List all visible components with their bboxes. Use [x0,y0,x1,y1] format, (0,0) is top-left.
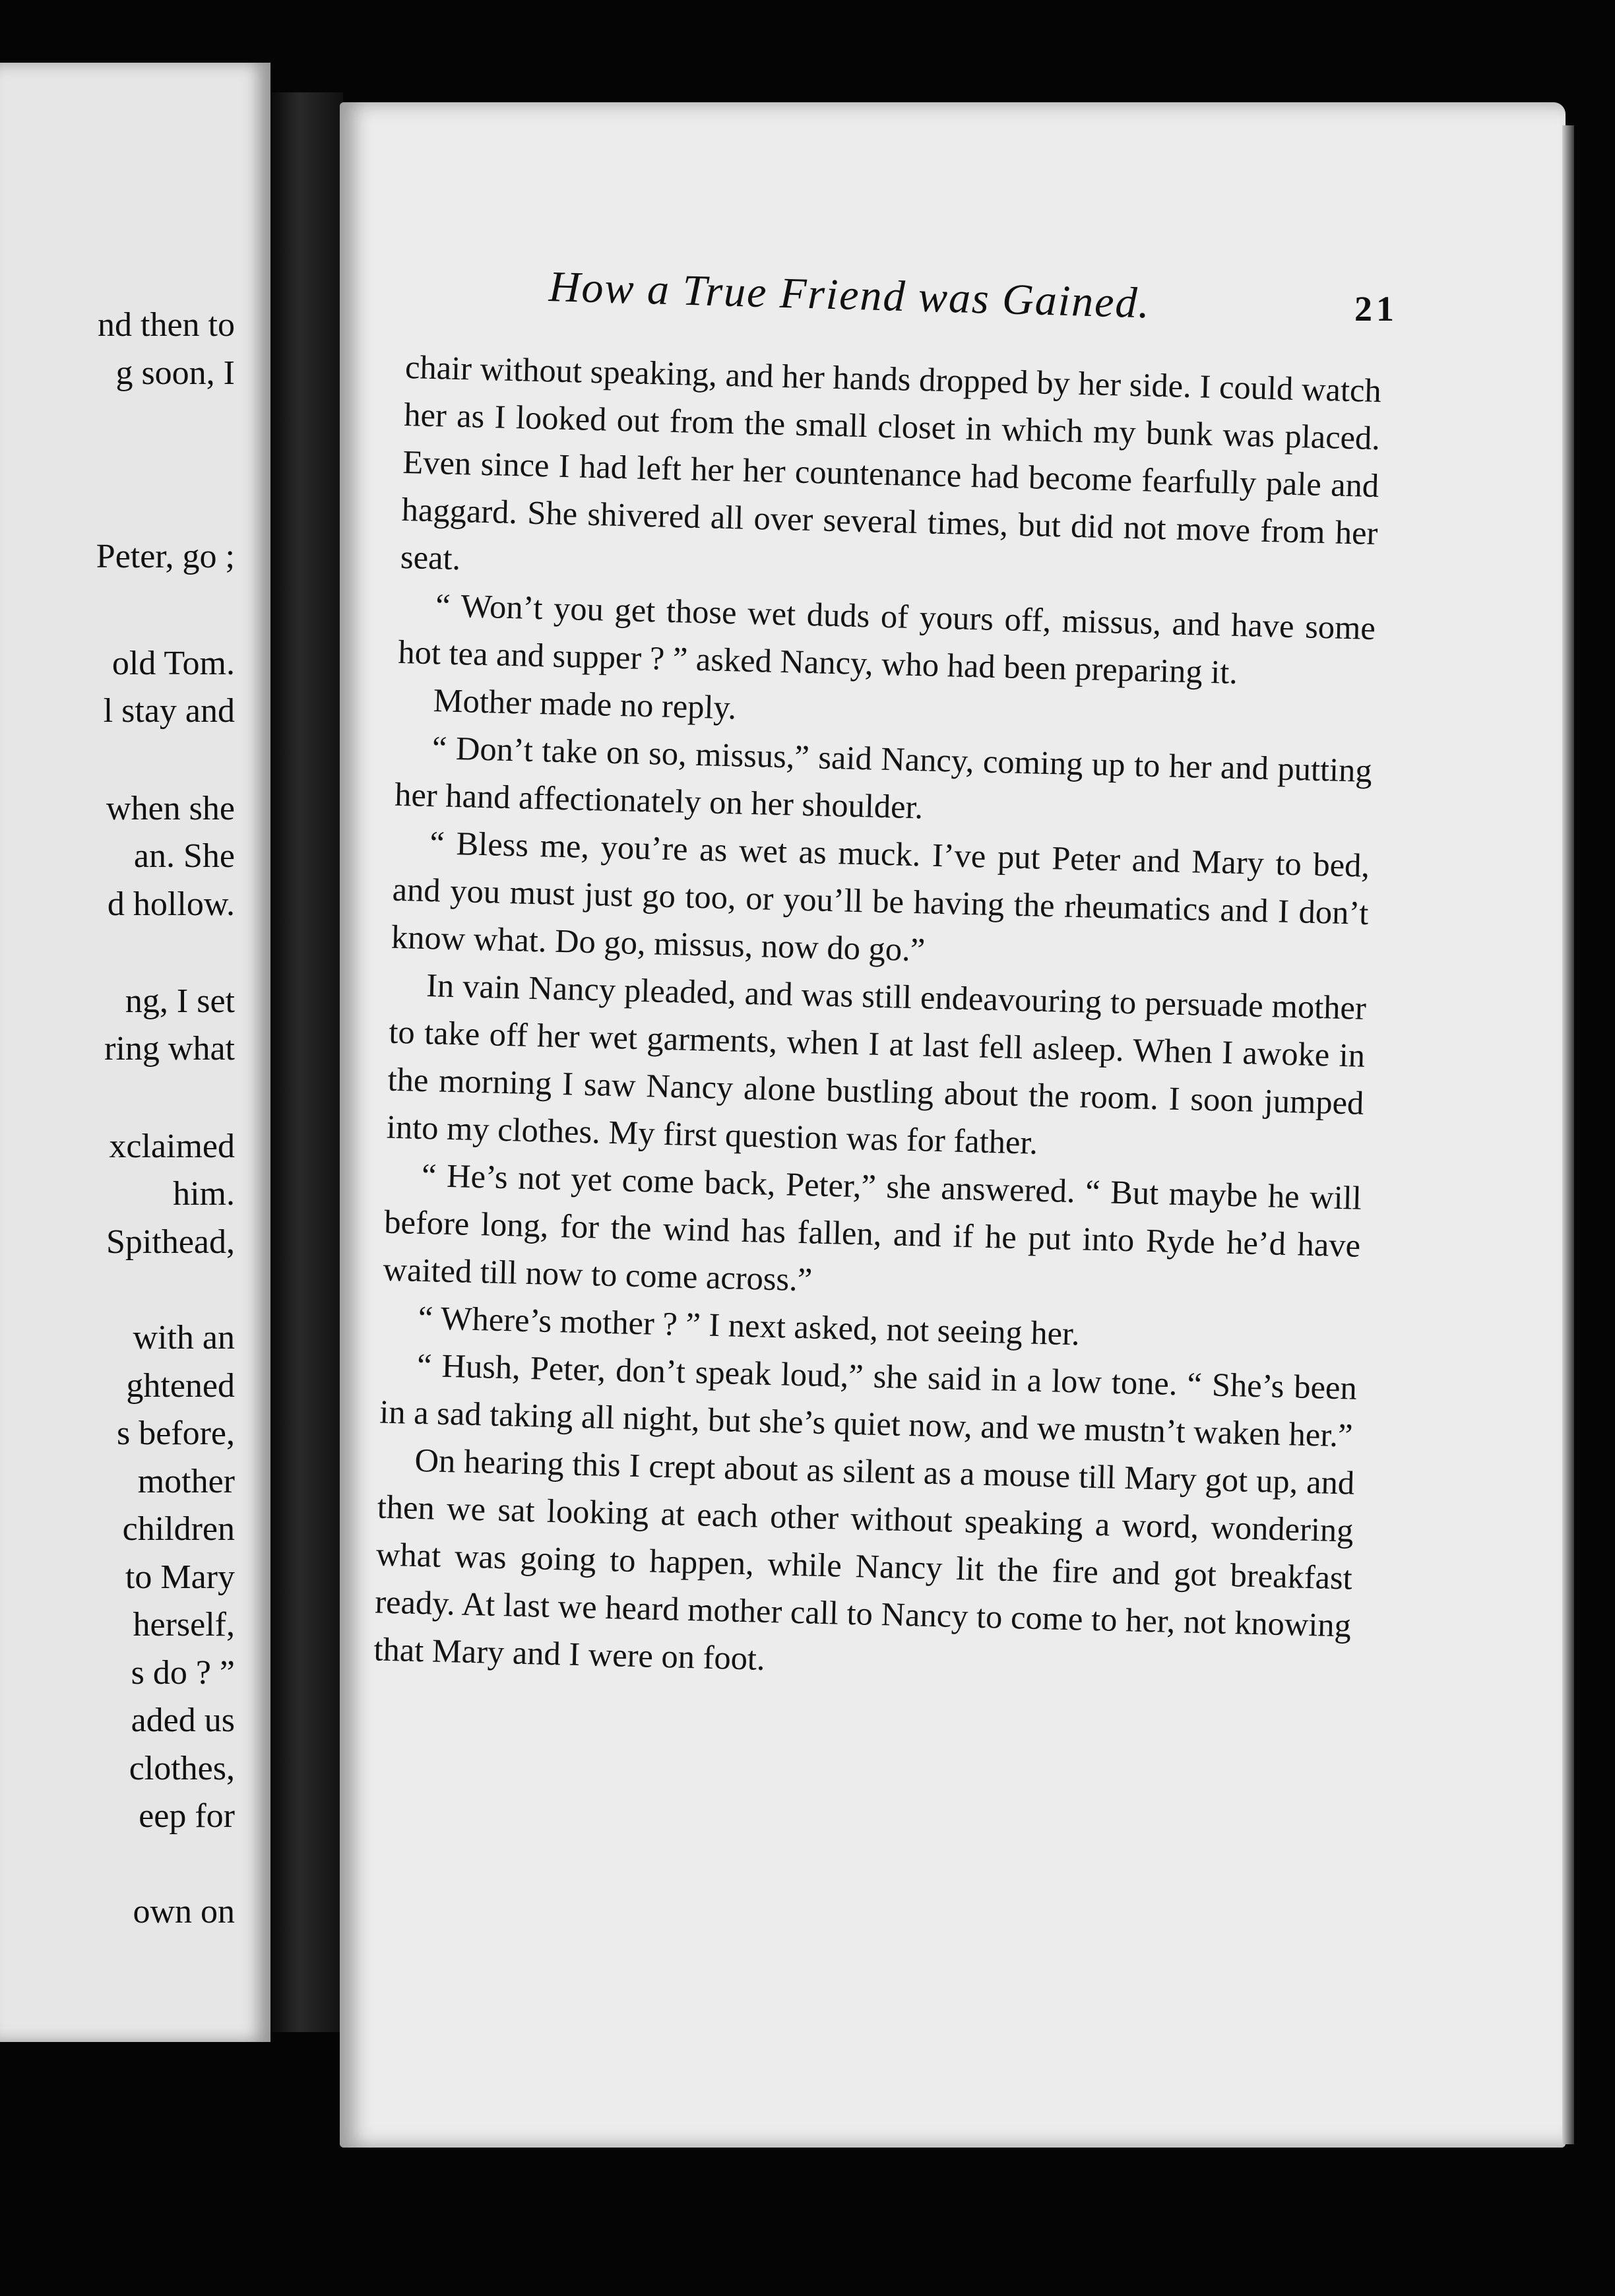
running-head: How a True Friend was Gained. [548,262,1151,328]
previous-page-line: nd then to [98,306,235,344]
previous-page-line: d hollow. [107,885,235,923]
paragraph: On hearing this I crept about as silent as a mouse till Mary got up, and then we sat looking at each other without speaking a word, wondering what was going to happen, while Nancy lit the fire and got breakfast ready. At last we heard mother call to Nancy to come to her, not knowing that Mary and I were on foot. [373,1441,1355,1677]
previous-page-line: l stay and [103,692,235,730]
previous-page-line: Peter, go ; [96,538,235,575]
previous-page-line: when she [106,790,235,827]
previous-page-line: old Tom. [111,645,235,682]
previous-page-line: xclaimed [109,1128,235,1165]
paragraph: Mother made no reply. [433,682,737,726]
previous-page-line: herself, [133,1606,235,1643]
paragraph: “ Where’s mother ? ” I next asked, not seeing her. [418,1298,1081,1353]
previous-page-line: him. [173,1175,235,1213]
book-page [340,102,1566,2148]
book-gutter [270,92,343,2032]
page-body [373,343,1382,1697]
paragraph: “ Won’t you get those wet duds of yours off, missus, and have some hot tea and supper ? ” asked Nancy, who had been preparing it. [397,587,1376,691]
paragraph: In vain Nancy pleaded, and was still endeavouring to persuade mother to take off her wet garments, when I at last fell asleep. When I awoke in the morning I saw Nancy alone bustling about the room. I soon jumped into my clothes. My first question was for father. [386,967,1367,1161]
previous-page-line: clothes, [129,1750,235,1787]
previous-page-line: Spithead, [106,1223,235,1261]
page-number: 21 [1354,289,1398,329]
previous-page-line: eep for [139,1797,235,1835]
paragraph: “ Hush, Peter, don’t speak loud,” she said in a low tone. “ She’s been in a sad taking all night, but she’s quiet now, and we mustn’t waken her.” [379,1346,1358,1454]
previous-page-line: ghtened [126,1367,235,1405]
previous-page-line: s before, [116,1415,235,1452]
previous-page-line: g soon, I [115,354,235,392]
paragraph: chair without speaking, and her hands dropped by her side. I could watch her as I looked out from the small closet in which my bunk was placed. Even since I had left her her countenance had become fearfully pale and haggard. She shivered all over several times, but did not move from her seat. [400,348,1382,577]
previous-page-line: children [122,1510,235,1548]
paragraph: “ He’s not yet come back, Peter,” she answered. “ But maybe he will before long, for the wind has fallen, and if he put into Ryde he’d have waited till now to come across.” [383,1156,1362,1298]
previous-page-line: ring what [104,1030,235,1068]
page-edge [1562,125,1574,2144]
previous-page-line: s do ? ” [131,1654,235,1692]
previous-page-line: to Mary [125,1558,235,1596]
previous-page-line: an. She [133,837,235,875]
previous-page-line: mother [137,1463,235,1500]
previous-page-line: with an [133,1319,235,1356]
paragraph: “ Don’t take on so, missus,” said Nancy, coming up to her and putting her hand affectionately on her shoulder. [394,729,1373,826]
previous-page-line: ng, I set [125,982,235,1020]
previous-page-line: aded us [131,1702,235,1739]
previous-page-fragment [0,63,270,2042]
paragraph: “ Bless me, you’re as wet as muck. I’ve put Peter and Mary to bed, and you must just go too, or you’ll be having the rheumatics and I don’t know what. Do go, missus, now do go.” [391,824,1370,969]
previous-page-line: own on [133,1893,235,1930]
